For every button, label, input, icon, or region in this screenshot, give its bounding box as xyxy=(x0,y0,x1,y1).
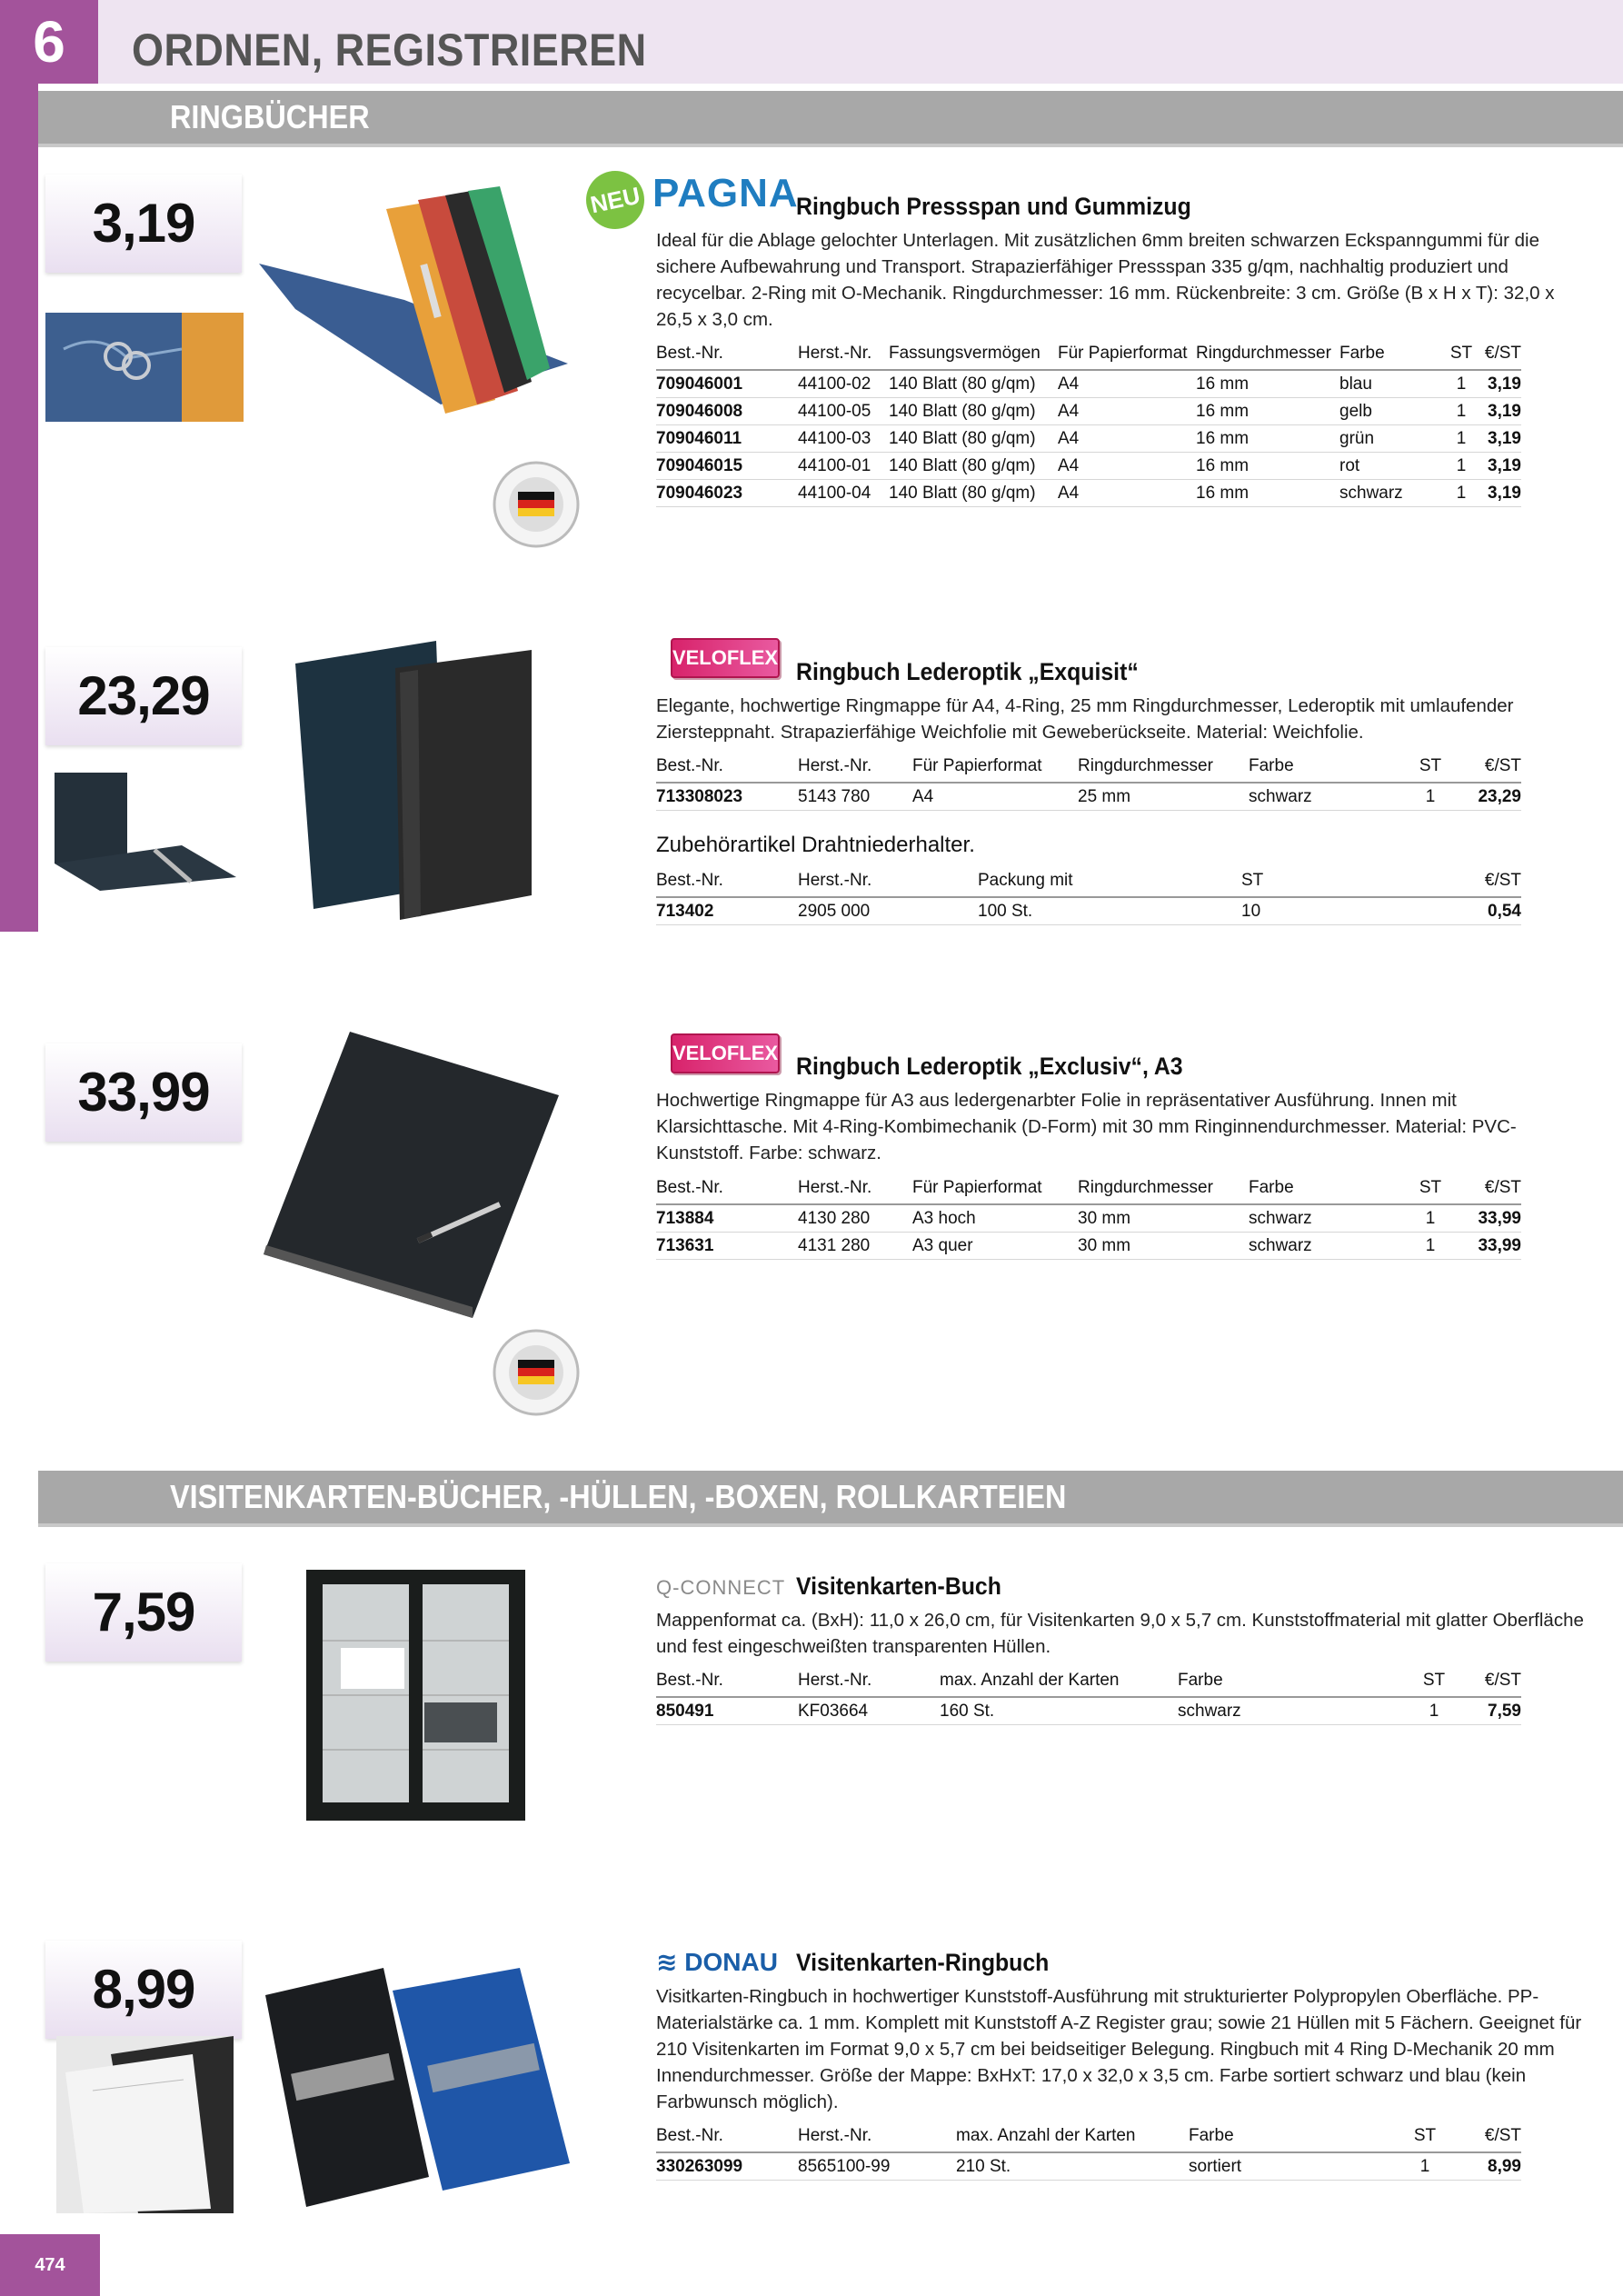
chapter-title: ORDNEN, REGISTRIEREN xyxy=(132,25,647,75)
cell: schwarz xyxy=(1249,1233,1394,1260)
th-anzahl: max. Anzahl der Karten xyxy=(956,2124,1189,2152)
product-table xyxy=(656,1176,1521,1260)
cell: 1 xyxy=(1443,370,1479,398)
product-detail-image xyxy=(45,764,241,891)
product-description: Mappenformat ca. (BxH): 11,0 x 26,0 cm, für Visitenkarten 9,0 x 5,7 cm. Kunststoffmaterial mit glatter Oberfläche und fest eingeschweißten transparenten Hüllen. xyxy=(656,1610,1584,1657)
price-box: 7,59 xyxy=(45,1563,242,1662)
th-format: Für Papierformat xyxy=(912,754,1078,783)
cell: 1 xyxy=(1443,453,1479,480)
cell-price: 3,19 xyxy=(1479,370,1521,398)
th-anzahl: max. Anzahl der Karten xyxy=(940,1669,1178,1697)
th-farbe: Farbe xyxy=(1189,2124,1389,2152)
cell: 4130 280 xyxy=(798,1204,912,1233)
brand-logo-veloflex xyxy=(671,638,780,678)
table-row xyxy=(656,480,1521,507)
th-farbe: Farbe xyxy=(1249,754,1394,783)
cell: 1 xyxy=(1389,2152,1461,2181)
product-detail-image xyxy=(56,2036,234,2213)
th-farbe: Farbe xyxy=(1249,1176,1394,1204)
cell: 709046001 xyxy=(656,370,798,398)
cell: schwarz xyxy=(1339,480,1443,507)
price-box: 23,29 xyxy=(45,647,242,745)
accessory-title: Zubehörartikel Drahtniederhalter. xyxy=(656,833,975,857)
cell-price: 3,19 xyxy=(1479,425,1521,453)
cell: grün xyxy=(1339,425,1443,453)
th-st: ST xyxy=(1443,342,1479,370)
cell: 100 St. xyxy=(978,897,1241,925)
th-price: €/ST xyxy=(1479,342,1521,370)
cell: 1 xyxy=(1443,398,1479,425)
new-badge: NEU xyxy=(581,165,650,235)
th-price: €/ST xyxy=(1470,1669,1521,1697)
cell-price: 3,19 xyxy=(1479,453,1521,480)
cell-price: 3,19 xyxy=(1479,398,1521,425)
cell: 713402 xyxy=(656,897,798,925)
cell-price: 3,19 xyxy=(1479,480,1521,507)
cell: 16 mm xyxy=(1196,480,1339,507)
cell: 1 xyxy=(1398,1697,1470,1725)
cell: 44100-03 xyxy=(798,425,889,453)
cell: 10 xyxy=(1241,897,1405,925)
cell: 44100-05 xyxy=(798,398,889,425)
th-best-nr: Best.-Nr. xyxy=(656,869,798,897)
cell: 30 mm xyxy=(1078,1233,1249,1260)
th-price: €/ST xyxy=(1467,754,1521,783)
table-header-row xyxy=(656,1176,1521,1204)
product-image-pressspan-binders xyxy=(259,182,568,427)
th-packung: Packung mit xyxy=(978,869,1241,897)
section-header-ringbuecher xyxy=(38,91,1623,144)
table-header-row xyxy=(656,1669,1521,1697)
th-fassung: Fassungsvermögen xyxy=(889,342,1058,370)
table-row xyxy=(656,1204,1521,1233)
table-row xyxy=(656,370,1521,398)
chapter-number: 6 xyxy=(0,0,98,84)
cell: blau xyxy=(1339,370,1443,398)
product-image-visitenkarten-ringbuch xyxy=(256,1963,574,2209)
cell: 25 mm xyxy=(1078,783,1249,811)
cell: 44100-04 xyxy=(798,480,889,507)
cell: 1 xyxy=(1394,783,1467,811)
product-table xyxy=(656,1669,1521,1725)
cell: 1 xyxy=(1394,1204,1467,1233)
cell: sortiert xyxy=(1189,2152,1389,2181)
cell: 140 Blatt (80 g/qm) xyxy=(889,370,1058,398)
section-rule xyxy=(38,1523,1623,1527)
cell: 2905 000 xyxy=(798,897,978,925)
table-header-row xyxy=(656,2124,1521,2152)
th-herst-nr: Herst.-Nr. xyxy=(798,754,912,783)
made-in-germany-badge xyxy=(491,1327,582,1418)
th-herst-nr: Herst.-Nr. xyxy=(798,2124,956,2152)
cell: 850491 xyxy=(656,1697,798,1725)
table-row xyxy=(656,783,1521,811)
cell: 1 xyxy=(1443,425,1479,453)
brand-text: VELOFLEX xyxy=(672,646,779,669)
section-rule xyxy=(38,144,1623,147)
table-row xyxy=(656,398,1521,425)
cell: 330263099 xyxy=(656,2152,798,2181)
th-farbe: Farbe xyxy=(1339,342,1443,370)
th-ring: Ringdurchmesser xyxy=(1196,342,1339,370)
cell: 709046011 xyxy=(656,425,798,453)
brand-logo-donau: ≋ DONAU xyxy=(656,1948,778,1976)
th-herst-nr: Herst.-Nr. xyxy=(798,1669,940,1697)
cell: 44100-01 xyxy=(798,453,889,480)
cell: 713308023 xyxy=(656,783,798,811)
th-best-nr: Best.-Nr. xyxy=(656,754,798,783)
cell: 16 mm xyxy=(1196,398,1339,425)
table-row xyxy=(656,425,1521,453)
th-best-nr: Best.-Nr. xyxy=(656,342,798,370)
cell-price: 33,99 xyxy=(1467,1233,1521,1260)
cell: 713884 xyxy=(656,1204,798,1233)
th-best-nr: Best.-Nr. xyxy=(656,2124,798,2152)
th-best-nr: Best.-Nr. xyxy=(656,1669,798,1697)
cell: schwarz xyxy=(1178,1697,1398,1725)
brand-text: VELOFLEX xyxy=(672,1042,779,1064)
brand-logo-pagna: PAGNA xyxy=(652,171,799,215)
th-st: ST xyxy=(1394,1176,1467,1204)
cell: schwarz xyxy=(1249,783,1394,811)
cell: 44100-02 xyxy=(798,370,889,398)
product-title: Ringbuch Lederoptik „Exquisit“ xyxy=(796,658,1139,685)
section-header-visitenkarten xyxy=(38,1471,1623,1523)
th-st: ST xyxy=(1394,754,1467,783)
cell-price: 7,59 xyxy=(1470,1697,1521,1725)
product-table xyxy=(656,2124,1521,2181)
cell: 8565100-99 xyxy=(798,2152,956,2181)
cell: 140 Blatt (80 g/qm) xyxy=(889,425,1058,453)
brand-text: DONAU xyxy=(684,1948,778,1976)
product-title: Ringbuch Pressspan und Gummizug xyxy=(796,193,1191,220)
cell: 5143 780 xyxy=(798,783,912,811)
th-price: €/ST xyxy=(1461,2124,1521,2152)
th-format: Für Papierformat xyxy=(1058,342,1196,370)
cell: 1 xyxy=(1443,480,1479,507)
cell: A4 xyxy=(1058,398,1196,425)
th-format: Für Papierformat xyxy=(912,1176,1078,1204)
product-title: Visitenkarten-Ringbuch xyxy=(796,1949,1050,1976)
cell: A4 xyxy=(1058,425,1196,453)
table-row xyxy=(656,897,1521,925)
th-ring: Ringdurchmesser xyxy=(1078,1176,1249,1204)
cell: gelb xyxy=(1339,398,1443,425)
product-title: Ringbuch Lederoptik „Exclusiv“, A3 xyxy=(796,1053,1183,1080)
table-row xyxy=(656,1697,1521,1725)
th-herst-nr: Herst.-Nr. xyxy=(798,1176,912,1204)
cell: 1 xyxy=(1394,1233,1467,1260)
product-description: Hochwertige Ringmappe für A3 aus ledergenarbter Folie in repräsentativer Ausführung. Innen mit Klarsichttasche. Mit 4-Ring-Kombimechanik (D-Form) mit 30 mm Ringinnendurchmesser. Material: PVC-Kunststoff. Farbe: schwarz. xyxy=(656,1090,1517,1163)
th-st: ST xyxy=(1398,1669,1470,1697)
cell: 140 Blatt (80 g/qm) xyxy=(889,480,1058,507)
table-header-row xyxy=(656,754,1521,783)
product-image-visitenkarten-buch xyxy=(304,1568,527,1822)
cell-price: 23,29 xyxy=(1467,783,1521,811)
th-st: ST xyxy=(1241,869,1405,897)
table-row xyxy=(656,2152,1521,2181)
cell: A4 xyxy=(1058,453,1196,480)
product-description: Elegante, hochwertige Ringmappe für A4, 4-Ring, 25 mm Ringdurchmesser, Lederoptik mit umlaufender Ziersteppnaht. Strapazierfähige Weichfolie mit Geweberückseite. Material: Weichfolie. xyxy=(656,695,1514,743)
product-image-exquisit xyxy=(291,636,563,923)
cell: 709046008 xyxy=(656,398,798,425)
cell: A4 xyxy=(1058,480,1196,507)
product-title: Visitenkarten-Buch xyxy=(796,1572,1001,1600)
th-st: ST xyxy=(1389,2124,1461,2152)
cell: 140 Blatt (80 g/qm) xyxy=(889,453,1058,480)
price-box: 33,99 xyxy=(45,1043,242,1142)
th-farbe: Farbe xyxy=(1178,1669,1398,1697)
price-box: 8,99 xyxy=(45,1941,242,2039)
price-box: 3,19 xyxy=(45,175,242,273)
cell: 16 mm xyxy=(1196,370,1339,398)
cell: 709046015 xyxy=(656,453,798,480)
side-accent-strip xyxy=(0,84,38,932)
cell: rot xyxy=(1339,453,1443,480)
cell: 709046023 xyxy=(656,480,798,507)
table-row xyxy=(656,453,1521,480)
cell: 160 St. xyxy=(940,1697,1178,1725)
section-title: VISITENKARTEN-BÜCHER, -HÜLLEN, -BOXEN, ROLLKARTEIEN xyxy=(170,1478,1067,1515)
cell-price: 8,99 xyxy=(1461,2152,1521,2181)
brand-logo-qconnect: Q-CONNECT xyxy=(656,1576,786,1599)
cell: KF03664 xyxy=(798,1697,940,1725)
cell: A3 quer xyxy=(912,1233,1078,1260)
product-table xyxy=(656,342,1521,507)
th-ring: Ringdurchmesser xyxy=(1078,754,1249,783)
brand-logo-veloflex xyxy=(671,1033,780,1073)
product-detail-image xyxy=(45,313,244,422)
table-header-row xyxy=(656,869,1521,897)
cell: schwarz xyxy=(1249,1204,1394,1233)
th-herst-nr: Herst.-Nr. xyxy=(798,869,978,897)
th-herst-nr: Herst.-Nr. xyxy=(798,342,889,370)
cell: 16 mm xyxy=(1196,425,1339,453)
cell: 140 Blatt (80 g/qm) xyxy=(889,398,1058,425)
cell: 30 mm xyxy=(1078,1204,1249,1233)
product-description: Ideal für die Ablage gelochter Unterlagen. Mit zusätzlichen 6mm breiten schwarzen Eckspanngummi für die sichere Aufbewahrung und Transport. Strapazierfähiger Pressspan 335 g/qm, nachhaltig produziert und recycelbar. 2-Ring mit O-Mechanik. Ringdurchmesser: 16 mm. Rückenbreite: 3 cm. Größe (B x H x T): 32,0 x 26,5 x 3,0 cm. xyxy=(656,230,1555,330)
th-price: €/ST xyxy=(1467,1176,1521,1204)
cell: A3 hoch xyxy=(912,1204,1078,1233)
page-number: 474 xyxy=(0,2234,100,2296)
table-header-row xyxy=(656,342,1521,370)
product-image-exclusiv-a3 xyxy=(259,1027,559,1318)
th-best-nr: Best.-Nr. xyxy=(656,1176,798,1204)
cell-price: 0,54 xyxy=(1405,897,1521,925)
th-price: €/ST xyxy=(1405,869,1521,897)
cell-price: 33,99 xyxy=(1467,1204,1521,1233)
cell: 16 mm xyxy=(1196,453,1339,480)
made-in-germany-badge xyxy=(491,459,582,550)
cell: 4131 280 xyxy=(798,1233,912,1260)
cell: A4 xyxy=(912,783,1078,811)
section-title: RINGBÜCHER xyxy=(170,98,370,135)
cell: 210 St. xyxy=(956,2152,1189,2181)
cell: 713631 xyxy=(656,1233,798,1260)
product-table xyxy=(656,754,1521,811)
table-row xyxy=(656,1233,1521,1260)
accessory-table xyxy=(656,869,1521,925)
product-description: Visitkarten-Ringbuch in hochwertiger Kunststoff-Ausführung mit strukturierter Polypropylen Oberfläche. PP-Materialstärke ca. 1 mm. Komplett mit Kunststoff A-Z Register grau; sowie 21 Hüllen mit 5 Fächern. Geeignet für 210 Visitenkarten im Format 9,0 x 5,7 cm bei beidseitiger Belegung. Ringbuch mit 4 Ring D-Mechanik 20 mm Innendurchmesser. Größe der Mappe: BxHxT: 17,0 x 32,0 x 3,5 cm. Farbe sortiert schwarz und blau (kein Farbwunsch möglich). xyxy=(656,1986,1582,2112)
cell: A4 xyxy=(1058,370,1196,398)
